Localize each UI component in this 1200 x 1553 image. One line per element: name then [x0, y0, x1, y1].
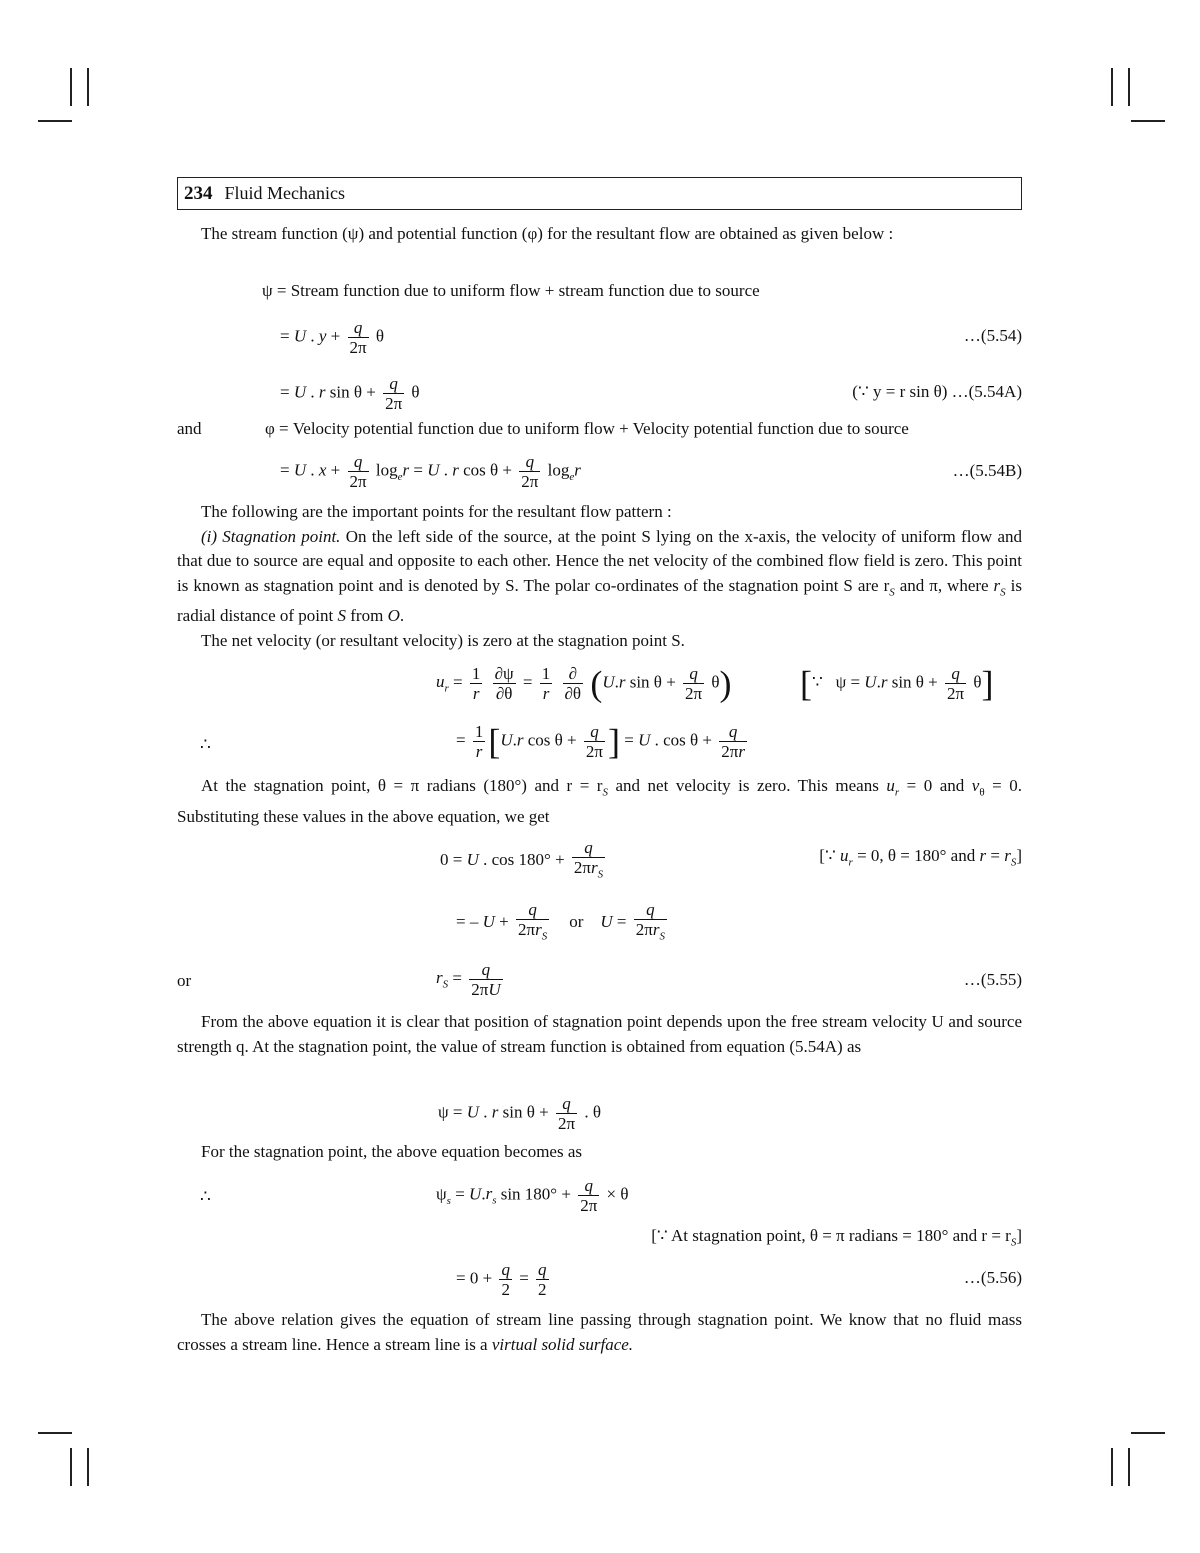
therefore-symbol: ∴ — [200, 735, 211, 754]
eq-number-5-54: …(5.54) — [963, 326, 1022, 345]
for-stagnation-paragraph: For the stagnation point, the above equation becomes as — [201, 1142, 582, 1161]
equation-5-54b: = U . x + $\frac{q}{2\pi}$ $\log_er = U$ . r cos θ + $\frac{q}{2\pi}$ $\log_er$ — [280, 452, 581, 491]
book-title: Fluid Mechanics — [224, 183, 345, 203]
running-header — [177, 177, 1022, 210]
crop-mark — [70, 68, 72, 106]
equation-5-55: $r_S$ = $\frac{q}{2\pi U}$ — [436, 960, 501, 999]
stagnation-heading: (i) Stagnation point. — [201, 526, 341, 546]
final-paragraph: The above relation gives the equation of stream line passing through stagnation point. We know that no fluid mass crosses a stream line. Hence a stream line is a virtual solid surface. — [177, 1310, 1022, 1354]
intro-paragraph: The stream function (ψ) and potential function (φ) for the resultant flow are obtained as given below : — [201, 224, 894, 243]
eq-number-5-54b: …(5.54B) — [952, 461, 1022, 480]
crop-mark — [70, 1448, 72, 1486]
equation-5-56: = 0 + $\frac{q}{2}$ = $\frac{q}{2}$ — [456, 1260, 547, 1299]
equation-ur: $u_r$ = $\frac{1}{r}$ $\frac{\partial\psi}{\partial\theta}$ = $\frac{1}{r}$ $\frac{\partial}{\partial\theta}$ (U.r sin θ + $\frac{q}{2\pi}$ θ) — [436, 663, 732, 704]
crop-mark — [1131, 1432, 1165, 1434]
equation-ur-note: [∵ ψ = U.r sin θ + $\frac{q}{2\pi}$ θ] — [800, 663, 994, 704]
virtual-solid-surface: virtual solid surface. — [491, 1334, 634, 1354]
crop-mark — [1111, 68, 1113, 106]
eq-number-5-55: …(5.55) — [963, 970, 1022, 989]
crop-mark — [1128, 1448, 1130, 1486]
stagnation-paragraph: The following are the important points for the resultant flow pattern : (i) Stagnation point. On the left side of the source, at the point S lying on the x-axis, the velocity of uniform flow and that due to source are equal and opposite to each other. Hence the net velocity of the combined flow field is zero. This point is known as stagnation point and is denoted by S. The polar co-ordinates of the stagnation point S are $r_S$ and π, where $r_S$ is radial distance of point S from O. The net velocity (or resultant velocity) is zero at the stagnation point S. — [177, 502, 1022, 650]
and-label: and — [177, 419, 202, 438]
or-label: or — [177, 971, 192, 990]
equation-ur-expanded: = $\frac{1}{r}$ [U.r cos θ + $\frac{q}{2\pi}$ ] = U . cos θ + $\frac{q}{2\pi r}$ — [456, 721, 745, 762]
position-paragraph: From the above equation it is clear that position of stagnation point depends upon the free stream velocity U and source strength q. At the stagnation point, the value of stream function is obtained from equation (5.54A) as — [177, 1012, 1022, 1056]
equation-psi-s: $\psi_s = U.r_s$ sin 180° + $\frac{q}{2\pi}$ × θ — [436, 1176, 629, 1215]
crop-mark — [38, 1432, 72, 1434]
psi-definition: ψ = Stream function due to uniform flow + stream function due to source — [262, 281, 760, 300]
crop-mark — [87, 68, 89, 106]
phi-definition: φ = Velocity potential function due to uniform flow + Velocity potential function due to source — [265, 419, 909, 438]
crop-mark — [1111, 1448, 1113, 1486]
therefore-symbol-2: ∴ — [200, 1187, 211, 1206]
eq-number-5-54a: (∵ y = r sin θ) …(5.54A) — [852, 382, 1022, 401]
equation-psi: ψ = U . r sin θ + $\frac{q}{2\pi}$ . θ — [438, 1094, 601, 1133]
crop-mark — [1128, 68, 1130, 106]
eq-number-5-56: …(5.56) — [963, 1268, 1022, 1287]
crop-mark — [87, 1448, 89, 1486]
stagnation-note: [∵ At stagnation point, θ = π radians = 180° and $r = r_S$] — [651, 1226, 1022, 1249]
equation-zero: 0 = U . cos 180° + $\frac{q}{2\pi r_S}$ — [440, 838, 604, 881]
at-stagnation-paragraph: At the stagnation point, θ = π radians (180°) and $r = r_S$ and net velocity is zero. This means $u_r = 0$ and $v_\theta = 0$. Substituting these values in the above equation, we get — [177, 776, 1022, 826]
crop-mark — [38, 120, 72, 122]
equation-5-54: = U . y + $\frac{q}{2\pi}$ θ — [280, 318, 385, 357]
equation-zero-note: [∵ $u_r = 0$, θ = 180° and $r = r_S$] — [819, 846, 1022, 869]
equation-5-54a: = U . r sin θ + $\frac{q}{2\pi}$ θ — [280, 374, 420, 413]
page-number: 234 — [184, 182, 213, 204]
equation-u: = – U + $\frac{q}{2\pi r_S}$ or U = $\frac{q}{2\pi r_S}$ — [456, 900, 665, 943]
crop-mark — [1131, 120, 1165, 122]
